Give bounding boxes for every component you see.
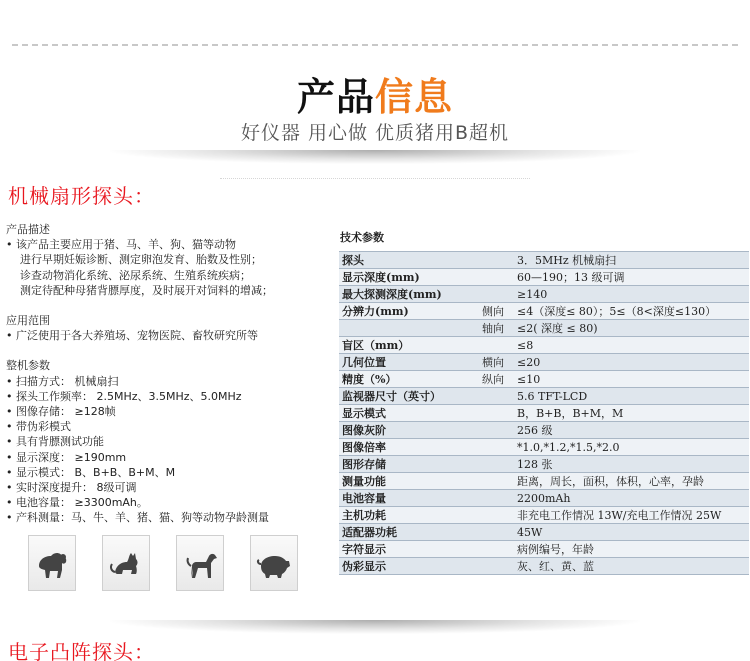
spec-row [339, 269, 749, 286]
divider-shadow-bottom [110, 620, 640, 634]
animal-icons [28, 535, 298, 595]
section-heading-mechanical-probe: 机械扇形探头： [8, 184, 155, 208]
spec-subkey: 侧向 [479, 303, 514, 320]
spec-row [339, 524, 749, 541]
spec-key: 电池容量 [339, 490, 479, 507]
spec-key: 图像灰阶 [339, 422, 479, 439]
spec-row [339, 456, 749, 473]
spec-row [339, 439, 749, 456]
spec-value: 2200mAh [514, 490, 749, 507]
spec-row [339, 320, 749, 337]
spec-row [339, 252, 749, 269]
spec-subkey [479, 422, 514, 439]
spec-value: ≤4（深度≤ 80）；5≤（8<深度≤130） [514, 303, 749, 320]
spec-value: B，B+B，B+M，M [514, 405, 749, 422]
param-line: • 探头工作频率： 2.5MHz、3.5MHz、5.0MHz [6, 389, 242, 403]
spec-key: 显示深度(mm) [339, 269, 479, 286]
spec-subkey [479, 558, 514, 575]
spec-value: 病例编号，年龄 [514, 541, 749, 558]
page-subtitle: 好仪器 用心做 优质猪用B超机 [240, 122, 510, 144]
pig-icon [250, 535, 298, 591]
spec-value: 距离，周长，面积，体积，心率，孕龄 [514, 473, 749, 490]
desc-line: 诊查动物消化系统、泌尿系统、生殖系统疾病； [20, 268, 251, 282]
param-line: • 具有背膘测试功能 [6, 435, 104, 449]
page-title-part1: 产品 [296, 75, 375, 119]
spec-key: 盲区（mm） [339, 337, 479, 354]
spec-value: *1.0,*1.2,*1.5,*2.0 [514, 439, 749, 456]
spec-subkey [479, 439, 514, 456]
page-title-part2: 信息 [375, 75, 454, 119]
spec-value: ≥140 [514, 286, 749, 303]
faint-decorative-rule [220, 178, 530, 182]
spec-subkey [479, 456, 514, 473]
desc-line: 测定待配种母猪背膘厚度，及时展开对饲料的增减； [20, 283, 273, 297]
spec-value: 45W [514, 524, 749, 541]
spec-subkey: 纵向 [479, 371, 514, 388]
spec-value: 3．5MHz 机械扇扫 [514, 252, 749, 269]
spec-subkey [479, 473, 514, 490]
section-heading-convex-probe: 电子凸阵探头： [8, 640, 155, 661]
param-line: • 显示深度： ≥190mm [6, 450, 127, 464]
param-line: • 扫描方式： 机械扇扫 [6, 374, 119, 388]
desc-title: 产品描述 [6, 223, 50, 236]
spec-row [339, 337, 749, 354]
spec-subkey [479, 490, 514, 507]
desc-line: • 该产品主要应用于猪、马、羊、狗、猫等动物 [6, 238, 236, 252]
spec-key: 显示模式 [339, 405, 479, 422]
spec-key: 监视器尺寸（英寸） [339, 388, 479, 405]
spec-key [339, 320, 479, 337]
spec-row [339, 405, 749, 422]
spec-key: 最大探测深度(mm) [339, 286, 479, 303]
spec-subkey: 轴向 [479, 320, 514, 337]
spec-key: 精度（%） [339, 371, 479, 388]
spec-key: 探头 [339, 252, 479, 269]
spec-value: 5.6 TFT-LCD [514, 388, 749, 405]
spec-key: 分辨力(mm) [339, 303, 479, 320]
spec-row [339, 303, 749, 320]
spec-row [339, 541, 749, 558]
param-line: • 电池容量： ≥3300mAh。 [6, 496, 148, 510]
scope-line: • 广泛使用于各大养殖场、宠物医院、畜牧研究所等 [6, 329, 258, 343]
cat-icon [102, 535, 150, 591]
desc-line: 进行早期妊娠诊断、测定卵泡发育、胎数及性别； [20, 253, 262, 267]
spec-subkey [479, 388, 514, 405]
divider-shadow-top [110, 150, 640, 164]
sheep-icon [28, 535, 76, 591]
spec-title: 技术参数 [340, 231, 384, 244]
spec-row [339, 507, 749, 524]
spec-subkey [479, 286, 514, 303]
spec-subkey [479, 269, 514, 286]
param-line: • 实时深度提升： 8级可调 [6, 481, 137, 495]
scope-title: 应用范围 [6, 314, 50, 328]
dog-icon [176, 535, 224, 591]
param-line: • 显示模式： B、B+B、B+M、M [6, 465, 176, 479]
spec-value: 灰、红、黄、蓝 [514, 558, 749, 575]
param-line: • 产科测量：马、牛、羊、猪、猫、狗等动物孕龄测量 [6, 511, 269, 525]
spec-subkey [479, 337, 514, 354]
spec-subkey [479, 405, 514, 422]
spec-row [339, 558, 749, 575]
spec-row [339, 490, 749, 507]
spec-key: 图像倍率 [339, 439, 479, 456]
spec-value: ≤2( 深度 ≤ 80) [514, 320, 749, 337]
spec-value: ≤20 [514, 354, 749, 371]
params-title: 整机参数 [6, 359, 50, 373]
spec-row [339, 286, 749, 303]
top-dashed-divider [12, 44, 738, 46]
spec-subkey [479, 524, 514, 541]
spec-key: 测量功能 [339, 473, 479, 490]
spec-row [339, 354, 749, 371]
product-description-column [6, 222, 326, 526]
param-line: • 图像存储： ≥128帧 [6, 405, 116, 419]
spec-row [339, 422, 749, 439]
spec-subkey [479, 541, 514, 558]
spec-key: 伪彩显示 [339, 558, 479, 575]
spec-subkey [479, 252, 514, 269]
spec-key: 图形存储 [339, 456, 479, 473]
spec-table [339, 251, 749, 575]
page-title [0, 66, 750, 121]
spec-value: ≤10 [514, 371, 749, 388]
spec-value: 128 张 [514, 456, 749, 473]
spec-key: 几何位置 [339, 354, 479, 371]
spec-row [339, 473, 749, 490]
spec-value: ≤8 [514, 337, 749, 354]
spec-value: 256 级 [514, 422, 749, 439]
param-line: • 带伪彩模式 [6, 420, 71, 434]
spec-row [339, 388, 749, 405]
spec-value: 60—190；13 级可调 [514, 269, 749, 286]
spec-key: 适配器功耗 [339, 524, 479, 541]
spec-value: 非充电工作情况 13W/充电工作情况 25W [514, 507, 749, 524]
spec-key: 字符显示 [339, 541, 479, 558]
spec-key: 主机功耗 [339, 507, 479, 524]
spec-subkey [479, 507, 514, 524]
spec-subkey: 横向 [479, 354, 514, 371]
spec-row [339, 371, 749, 388]
